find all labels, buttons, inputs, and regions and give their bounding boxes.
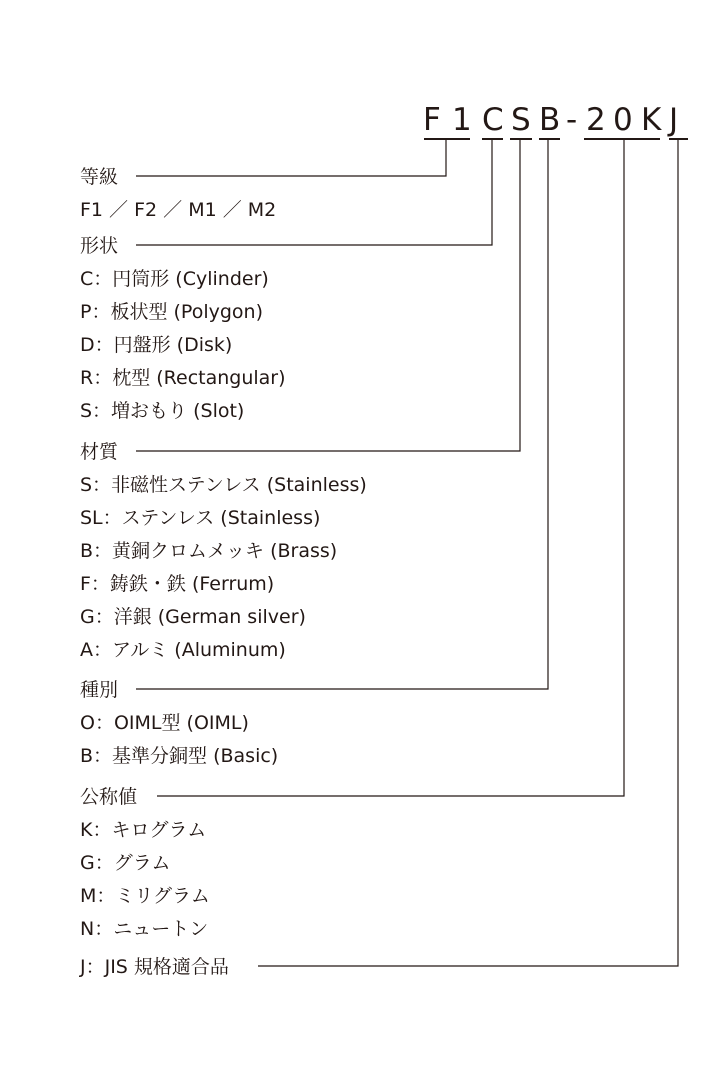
shape-item: P：板状型 (Polygon) xyxy=(80,301,263,323)
section-shape xyxy=(80,235,286,422)
nominal-item: M：ミリグラム xyxy=(80,885,210,907)
section-heading-grade: 等級 xyxy=(80,166,119,188)
section-material xyxy=(80,441,367,661)
code-char-k: K xyxy=(641,102,662,138)
code-char-f: F xyxy=(423,102,441,138)
code-char-0: 0 xyxy=(613,102,633,138)
leader-nominal xyxy=(157,139,624,796)
nominal-item: N：ニュートン xyxy=(80,918,209,940)
code-char-2: 2 xyxy=(586,102,606,138)
section-nominal xyxy=(80,786,210,940)
type-item: B：基準分銅型 (Basic) xyxy=(80,745,279,767)
material-item: G：洋銀 (German silver) xyxy=(80,606,306,628)
section-heading-jis: J：JIS 規格適合品 xyxy=(80,956,229,978)
code-char-c: C xyxy=(482,102,504,138)
code-char-s: S xyxy=(511,102,531,138)
code-char-b: B xyxy=(539,102,561,138)
nominal-item: K：キログラム xyxy=(80,819,207,841)
grade-options: F1 ／ F2 ／ M1 ／ M2 xyxy=(80,199,277,221)
section-grade xyxy=(80,166,276,221)
shape-item: C：円筒形 (Cylinder) xyxy=(80,268,269,290)
nominal-item: G：グラム xyxy=(80,852,171,874)
material-item: A：アルミ (Aluminum) xyxy=(80,639,286,661)
material-item: S：非磁性ステンレス (Stainless) xyxy=(80,474,367,496)
code-char-dash: - xyxy=(566,102,578,138)
section-heading-type: 種別 xyxy=(80,679,119,701)
section-heading-material: 材質 xyxy=(80,441,119,463)
leader-shape xyxy=(136,139,492,245)
model-code xyxy=(423,102,678,138)
shape-item: R：枕型 (Rectangular) xyxy=(80,367,286,389)
section-jis xyxy=(79,956,229,978)
leader-grade xyxy=(136,139,446,176)
shape-item: D：円盤形 (Disk) xyxy=(80,334,233,356)
section-heading-nominal: 公称値 xyxy=(80,786,138,808)
section-type xyxy=(80,679,278,767)
code-char-j: J xyxy=(669,102,679,138)
material-item: SL：ステンレス (Stainless) xyxy=(80,507,321,529)
type-item: O：OIML型 (OIML) xyxy=(80,712,249,734)
code-char-1: 1 xyxy=(452,102,472,138)
material-item: F：鋳鉄・鉄 (Ferrum) xyxy=(80,573,275,595)
section-heading-shape: 形状 xyxy=(80,235,119,257)
shape-item: S：増おもり (Slot) xyxy=(80,400,245,422)
material-item: B：黄銅クロムメッキ (Brass) xyxy=(80,540,338,562)
